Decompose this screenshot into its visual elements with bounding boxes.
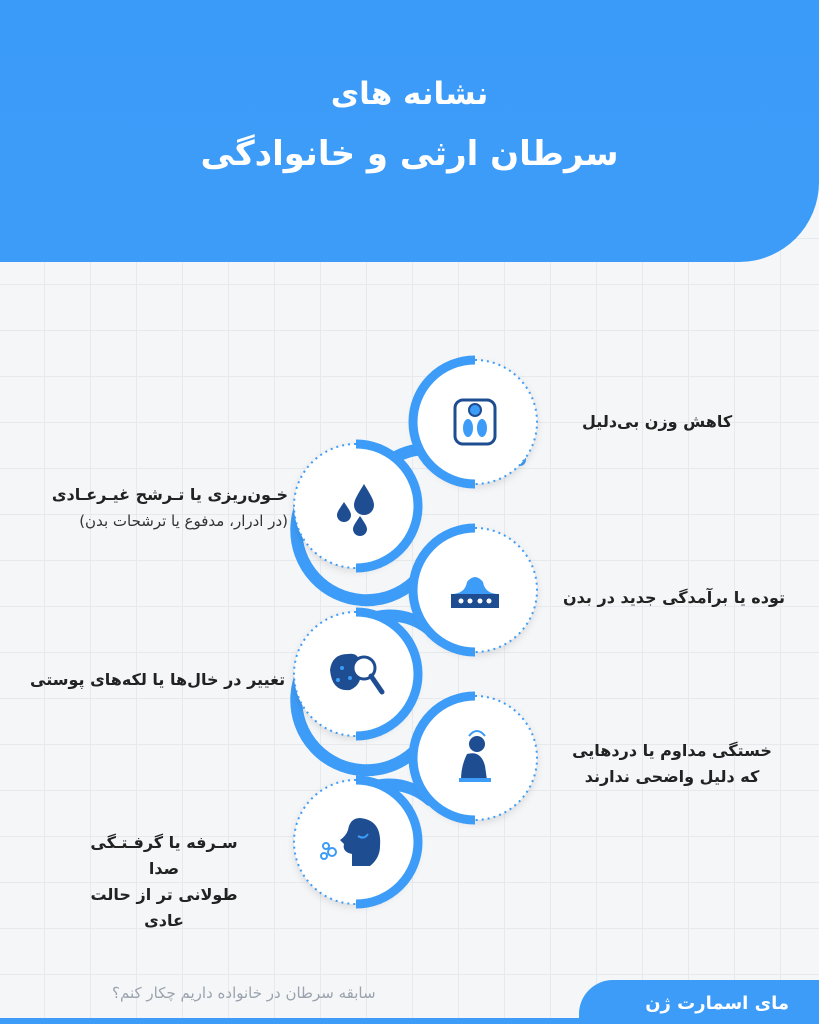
symptom-text-5b: که دلیل واضحی ندارند	[584, 767, 760, 786]
symptom-text-4: تغییر در خال‌ها یا لکه‌های پوستی	[30, 670, 286, 689]
symptom-subtext-2: (در ادرار، مدفوع یا ترشحات بدن)	[79, 512, 288, 530]
brand-logo-text: مای اسمارت ژن	[645, 993, 789, 1014]
symptom-text-6: سـرفه یا گرفـتـگی صدا	[90, 833, 238, 878]
symptom-text-5: خستگی مداوم یا دردهایی	[572, 741, 772, 760]
symptom-label-6	[75, 830, 253, 934]
symptom-label-3	[563, 585, 785, 611]
symptom-text-1: کاهش وزن بی‌دلیل	[582, 412, 733, 431]
symptom-label-5	[566, 738, 778, 790]
symptom-text-3: توده یا برآمدگی جدید در بدن	[563, 588, 785, 607]
page-title-line1: نشانه های	[330, 76, 489, 112]
symptom-label-1	[582, 409, 732, 435]
symptom-label-2	[38, 482, 288, 534]
symptom-text-6b: طولانی تر از حالت عادی	[90, 885, 238, 930]
scale-icon	[455, 400, 495, 444]
symptom-label-4	[30, 667, 285, 693]
symptom-text-2: خـون‌ریزی یا تـرشح غیـرعـادی	[51, 485, 288, 504]
page-title-line2: سرطان ارثی و خانوادگی	[200, 134, 619, 174]
footer-question: سابقه سرطان در خانواده داریم چکار کنم؟	[112, 984, 376, 1002]
